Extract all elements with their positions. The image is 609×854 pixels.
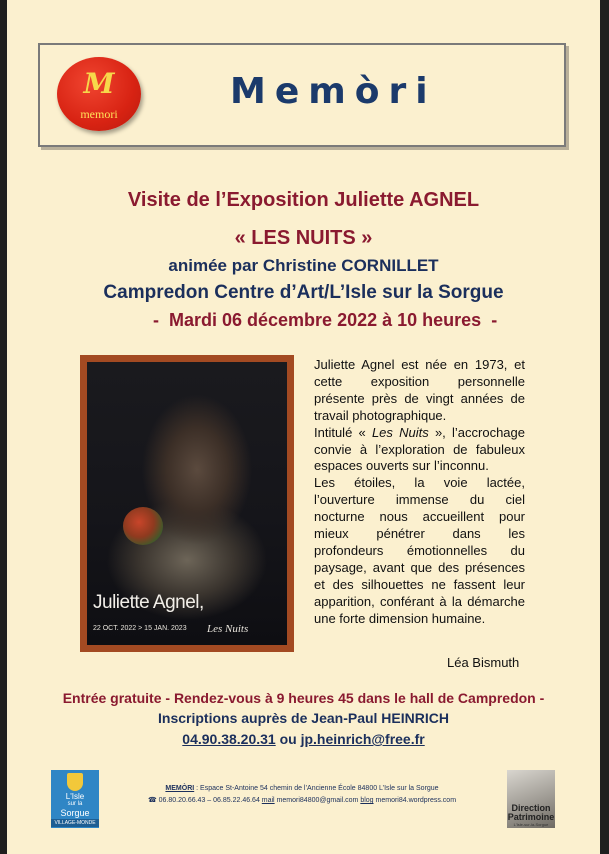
- p2-before: Intitulé «: [314, 424, 372, 440]
- logo-text: memori: [80, 107, 118, 121]
- patrimoine-l1: Direction: [511, 803, 551, 813]
- footer-address-text: : Espace St-Antoine 54 chemin de l’Ancienne École 84800 L’Isle sur la Sorgue: [194, 785, 439, 792]
- event-subtitle: « LES NUITS »: [234, 227, 373, 249]
- mail-value[interactable]: memori84800@gmail.com: [274, 797, 361, 804]
- or-text: ou: [275, 731, 301, 747]
- event-title: Visite de l’Exposition Juliette AGNEL: [127, 189, 480, 211]
- description-author: Léa Bismuth: [447, 655, 520, 670]
- p2-after: », l’accrochage convie à l’exploration de fabuleux espaces ouverts sur l’inconnu.: [314, 424, 525, 474]
- date-dash-left: -: [153, 310, 159, 330]
- event-venue: Campredon Centre d’Art/L’Isle sur la Sorgue: [103, 282, 504, 303]
- event-date: Mardi 06 décembre 2022 à 10 heures: [169, 310, 482, 330]
- poster-dates: 22 OCT. 2022 > 15 JAN. 2023: [93, 625, 187, 632]
- event-host: animée par Christine CORNILLET: [168, 256, 439, 275]
- email-link[interactable]: jp.heinrich@free.fr: [300, 731, 425, 747]
- footer-org: MEMÒRI: [165, 785, 195, 792]
- logo-mark: M: [83, 67, 115, 100]
- brand-title: Memòri: [230, 71, 437, 112]
- phone-link[interactable]: 04.90.38.20.31: [182, 731, 276, 747]
- description-p2: [314, 425, 525, 476]
- exhibition-description: [314, 357, 525, 628]
- town-l3: Sorgue: [60, 808, 90, 818]
- description-p1: Juliette Agnel est née en 1973, et cette exposition personnelle présente près de vingt années de travail photographique.: [314, 357, 525, 423]
- poster-photo: [87, 362, 287, 645]
- footer-address: [102, 785, 502, 792]
- shield-icon: [67, 773, 83, 791]
- patrimoine-l3: L'Isle-sur-la-Sorgue: [513, 822, 549, 827]
- registration-info: Inscriptions auprès de Jean-Paul HEINRICH: [158, 710, 449, 726]
- phone-icon: ☎: [147, 797, 157, 804]
- patrimoine-logo: [507, 770, 555, 828]
- event-date-line: [143, 310, 507, 331]
- footer-contacts: [102, 796, 502, 804]
- blog-value[interactable]: memori84.wordpress.com: [373, 797, 457, 804]
- memori-logo: [57, 57, 141, 131]
- description-p3: Les étoiles, la voie lactée, l’ouverture immense du ciel nocturne nous accueillent pour mieux pénétrer dans les profondeurs émotionnelles du paysage, avant que des présences et des silhouettes ne fassent leur apparition, conférant à la démarche une forte dimension humaine.: [314, 475, 525, 626]
- poster-subtitle: Les Nuits: [207, 623, 249, 635]
- date-dash-right: -: [491, 310, 498, 330]
- town-l4: VILLAGE-MONDE: [51, 819, 99, 827]
- mail-label: mail: [261, 797, 275, 804]
- p2-em: Les Nuits: [371, 424, 429, 440]
- footer-phones: 06.80.20.66.43 – 06.85.22.46.64: [156, 797, 262, 804]
- blog-label: blog: [360, 797, 374, 804]
- contact-line: [7, 731, 600, 747]
- poster-page: [7, 0, 600, 854]
- header-box: [38, 43, 566, 147]
- town-l2: sur la: [67, 801, 83, 807]
- town-l1: L'Isle: [65, 792, 85, 801]
- patrimoine-l2: Patrimoine: [507, 812, 555, 822]
- entry-info: Entrée gratuite - Rendez-vous à 9 heures 45 dans le hall de Campredon -: [62, 690, 545, 706]
- poster-artist-name: Juliette Agnel,: [93, 592, 204, 613]
- flowers-detail: [123, 507, 163, 545]
- town-logo: [51, 770, 99, 828]
- exhibition-poster-image: [80, 355, 294, 652]
